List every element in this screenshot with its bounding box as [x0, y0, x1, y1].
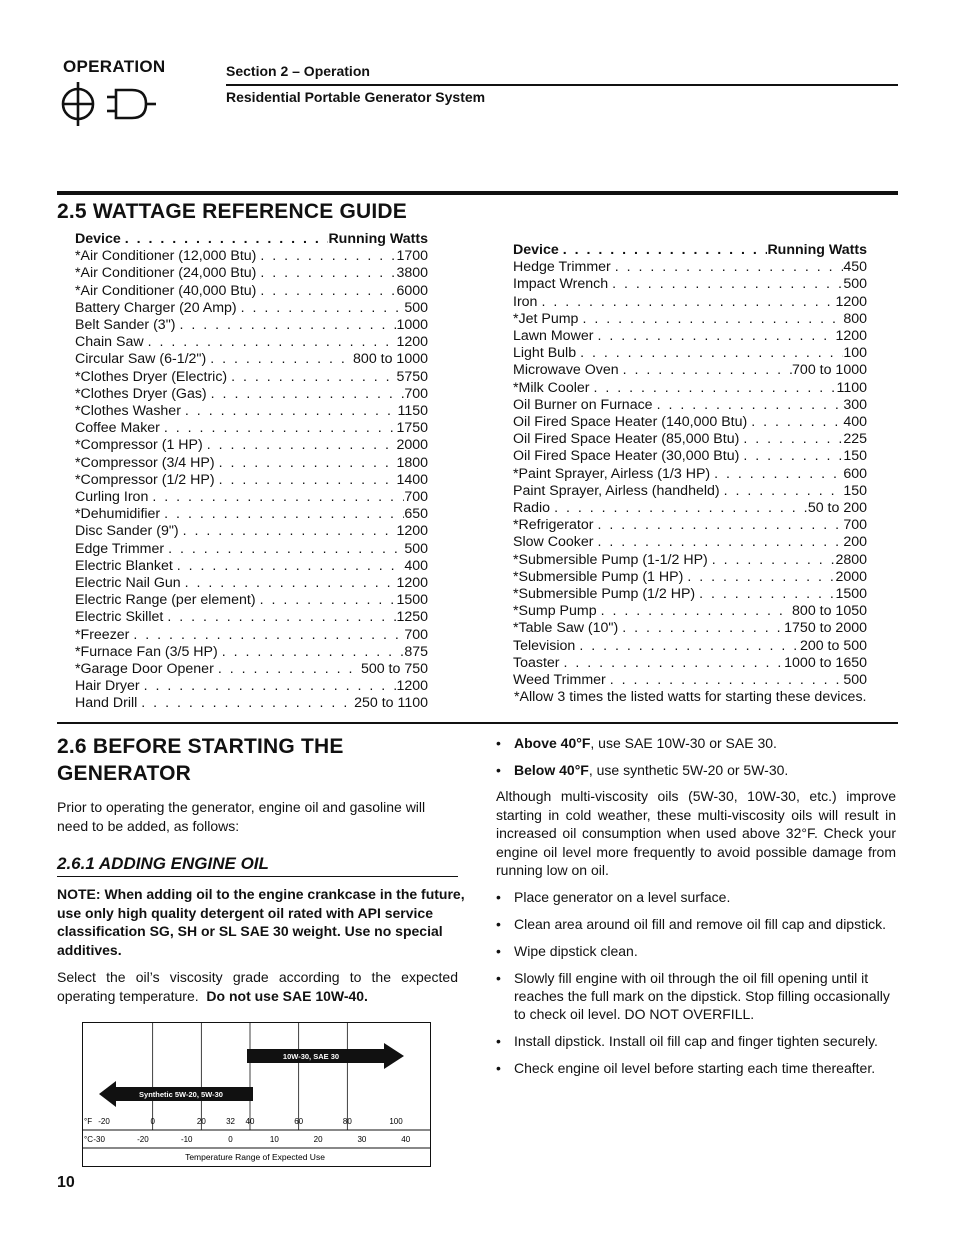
- running-watts: 400: [843, 414, 867, 431]
- running-watts: 700: [404, 385, 428, 402]
- table-row: [513, 276, 867, 293]
- running-watts: 5750: [396, 368, 428, 385]
- running-watts: 250 to 1100: [354, 695, 428, 712]
- manual-subtitle: Residential Portable Generator System: [226, 89, 486, 105]
- running-watts: 1700: [396, 248, 428, 265]
- device-name: Electric Range (per element): [75, 592, 256, 609]
- running-watts: 600: [843, 465, 867, 482]
- table-row: [513, 414, 867, 431]
- running-watts: 800 to 1000: [353, 351, 428, 368]
- column-device: Device: [75, 231, 121, 247]
- oil-note: [57, 885, 465, 959]
- note-line: additives.: [57, 941, 122, 958]
- list-item: [496, 734, 896, 752]
- f-tick-label: 32: [226, 1117, 235, 1126]
- device-name: *Compressor (1/2 HP): [75, 471, 215, 488]
- running-watts: 500: [404, 299, 428, 316]
- running-watts: 700 to 1000: [792, 362, 867, 379]
- table-row: [75, 334, 428, 351]
- below-40-label: Below 40°F: [514, 762, 589, 778]
- oil-range-label: Synthetic 5W-20, 5W-30: [139, 1090, 223, 1099]
- table-row: [513, 672, 867, 689]
- above-40-label: Above 40°F: [514, 735, 591, 751]
- running-watts: 800 to 1050: [792, 603, 867, 620]
- c-tick-label: 30: [357, 1135, 367, 1144]
- device-name: *Refrigerator: [513, 517, 594, 534]
- device-name: Microwave Oven: [513, 362, 619, 379]
- device-name: Hand Drill: [75, 695, 138, 712]
- device-name: *Freezer: [75, 626, 130, 643]
- running-watts: 1200: [396, 523, 428, 540]
- c-tick-label: 10: [269, 1135, 279, 1144]
- list-item: [496, 942, 896, 960]
- oil-fill-steps: [496, 888, 896, 1077]
- bullet: •: [496, 762, 501, 778]
- table-row: [75, 678, 428, 695]
- table-row: [75, 300, 428, 317]
- column-device: Device: [513, 242, 559, 258]
- table-row: [513, 431, 867, 448]
- device-name: *Furnace Fan (3/5 HP): [75, 643, 218, 660]
- table-row: [75, 351, 428, 368]
- table-row: [513, 311, 867, 328]
- device-name: *Compressor (1 HP): [75, 437, 203, 454]
- table-row: [513, 448, 867, 465]
- table-row: [513, 534, 867, 551]
- device-name: Hair Dryer: [75, 678, 140, 695]
- running-watts: 3800: [396, 265, 428, 282]
- running-watts: 150: [843, 448, 867, 465]
- table-row: [75, 661, 428, 678]
- table-row: [513, 259, 867, 276]
- oil-range-label: 10W-30, SAE 30: [282, 1052, 340, 1061]
- table-row: [75, 627, 428, 644]
- table-row: [75, 369, 428, 386]
- device-name: *Clothes Dryer (Electric): [75, 368, 228, 385]
- device-name: Light Bulb: [513, 345, 577, 362]
- bullet: •: [496, 970, 501, 986]
- device-name: Oil Burner on Furnace: [513, 396, 653, 413]
- device-name: Paint Sprayer, Airless (handheld): [513, 482, 720, 499]
- device-name: *Air Conditioner (12,000 Btu): [75, 248, 257, 265]
- table-row: [75, 558, 428, 575]
- running-watts: 2000: [396, 437, 428, 454]
- device-name: Battery Charger (20 Amp): [75, 299, 237, 316]
- device-name: *Paint Sprayer, Airless (1/3 HP): [513, 465, 711, 482]
- device-name: *Submersible Pump (1/2 HP): [513, 586, 696, 603]
- running-watts: 1400: [396, 471, 428, 488]
- page-number: 10: [57, 1174, 75, 1191]
- c-tick-label: 20: [313, 1135, 323, 1144]
- running-watts: 1500: [835, 586, 867, 603]
- running-watts: 1200: [396, 334, 428, 351]
- running-watts: 1100: [836, 379, 867, 396]
- wattage-table-left: [75, 231, 428, 713]
- oil-temperature-chart: [82, 1022, 432, 1168]
- device-name: Disc Sander (9"): [75, 523, 179, 540]
- table-row: [513, 362, 867, 379]
- device-name: *Milk Cooler: [513, 379, 590, 396]
- c-tick-label: -30: [93, 1135, 105, 1144]
- bullet: •: [496, 1033, 501, 1049]
- table-row: [75, 541, 428, 558]
- running-watts: 1500: [396, 592, 428, 609]
- running-watts: 500: [843, 672, 867, 689]
- above-40-text: , use SAE 10W-30 or SAE 30.: [590, 735, 777, 751]
- header-rule: [226, 84, 898, 86]
- table-row: [75, 455, 428, 472]
- device-name: Iron: [513, 293, 538, 310]
- running-watts: 1200: [396, 678, 428, 695]
- device-name: Slow Cooker: [513, 534, 594, 551]
- running-watts: 2000: [835, 568, 867, 585]
- table-row: [75, 437, 428, 454]
- column-running-watts: Running Watts: [767, 242, 867, 258]
- device-name: *Clothes Dryer (Gas): [75, 385, 207, 402]
- below-40-text: , use synthetic 5W-20 or 5W-30.: [588, 762, 789, 778]
- device-name: Television: [513, 637, 576, 654]
- device-name: Toaster: [513, 654, 560, 671]
- oil-grade-list: [496, 734, 896, 779]
- device-name: Circular Saw (6-1/2"): [75, 351, 207, 368]
- device-name: Impact Wrench: [513, 276, 609, 293]
- table-row: [513, 517, 867, 534]
- running-watts: 50 to 200: [807, 500, 867, 517]
- adding-engine-oil-title: 2.6.1 ADDING ENGINE OIL: [57, 854, 269, 873]
- device-name: *Submersible Pump (1-1/2 HP): [513, 551, 708, 568]
- table-row: [513, 328, 867, 345]
- table-row: [75, 283, 428, 300]
- running-watts: 150: [843, 482, 867, 499]
- running-watts: 875: [404, 643, 428, 660]
- wattage-table-right: [513, 242, 867, 706]
- device-name: *Submersible Pump (1 HP): [513, 568, 684, 585]
- bullet: •: [496, 916, 501, 932]
- device-name: Weed Trimmer: [513, 672, 606, 689]
- running-watts: 1150: [397, 403, 428, 420]
- table-row: [513, 294, 867, 311]
- device-name: *Sump Pump: [513, 603, 597, 620]
- bullet: •: [496, 1060, 501, 1076]
- bullet: •: [496, 735, 501, 751]
- running-watts: 1750 to 2000: [784, 620, 867, 637]
- device-name: *Table Saw (10"): [513, 620, 619, 637]
- table-row: [513, 620, 867, 637]
- table-row: [75, 420, 428, 437]
- table-row: [75, 644, 428, 661]
- table-row: [513, 655, 867, 672]
- device-name: Electric Blanket: [75, 557, 173, 574]
- device-name: *Jet Pump: [513, 310, 579, 327]
- running-watts: 200 to 500: [799, 637, 867, 654]
- table-row: [513, 466, 867, 483]
- table-row: [513, 586, 867, 603]
- wattage-footnote: *Allow 3 times the listed watts for starting these devices.: [514, 689, 867, 706]
- device-name: Chain Saw: [75, 334, 144, 351]
- step-text: Slowly fill engine with oil through the oil fill opening until it reaches the full mark on the dipstick. Stop filling occasionally to check oil level. DO NOT OVERFILL.: [514, 970, 890, 1022]
- f-tick-label: 40: [245, 1117, 255, 1126]
- f-tick-label: -20: [98, 1117, 110, 1126]
- table-row: [75, 592, 428, 609]
- running-watts: 700: [404, 489, 428, 506]
- table-row: [513, 500, 867, 517]
- running-watts: 1000 to 1650: [784, 654, 867, 671]
- c-tick-label: -20: [137, 1135, 149, 1144]
- running-watts: 1800: [396, 454, 428, 471]
- device-name: Oil Fired Space Heater (30,000 Btu): [513, 448, 740, 465]
- table-row: [513, 552, 867, 569]
- title-line: GENERATOR: [57, 762, 192, 785]
- running-watts: 700: [843, 517, 867, 534]
- running-watts: 300: [843, 396, 867, 413]
- running-watts: 1200: [396, 575, 428, 592]
- intro-paragraph: Prior to operating the generator, engine oil and gasoline will need to be added, as follows:: [57, 799, 426, 834]
- f-tick-label: 20: [196, 1117, 206, 1126]
- list-item: [496, 915, 896, 933]
- step-text: Check engine oil level before starting each time thereafter.: [514, 1060, 876, 1076]
- step-text: Place generator on a level surface.: [514, 889, 731, 905]
- running-watts: 1200: [835, 293, 867, 310]
- subsection-rule: [57, 876, 458, 877]
- device-name: Electric Nail Gun: [75, 575, 181, 592]
- before-starting-title: [57, 733, 344, 787]
- device-name: Oil Fired Space Heater (85,000 Btu): [513, 431, 740, 448]
- table-row: [75, 472, 428, 489]
- table-row: [513, 638, 867, 655]
- device-name: Curling Iron: [75, 489, 149, 506]
- device-name: Electric Skillet: [75, 609, 164, 626]
- table-row: [513, 603, 867, 620]
- table-row: [513, 380, 867, 397]
- device-name: *Air Conditioner (40,000 Btu): [75, 282, 257, 299]
- list-item: [496, 969, 896, 1023]
- table-row: [75, 575, 428, 592]
- running-watts: 500: [404, 540, 428, 557]
- bullet: •: [496, 889, 501, 905]
- device-name: *Garage Door Opener: [75, 661, 214, 678]
- device-name: Lawn Mower: [513, 328, 594, 345]
- celsius-label: °C: [84, 1135, 93, 1144]
- table-row: [513, 397, 867, 414]
- running-watts: 1000: [396, 317, 428, 334]
- wattage-table-header: [75, 231, 428, 248]
- list-item: [496, 761, 896, 779]
- section-divider: [57, 191, 898, 195]
- step-text: Install dipstick. Install oil fill cap and finger tighten securely.: [514, 1033, 878, 1049]
- fahrenheit-label: °F: [84, 1117, 93, 1126]
- table-row: [513, 345, 867, 362]
- list-item: [496, 888, 896, 906]
- device-name: Hedge Trimmer: [513, 259, 611, 276]
- table-row: [75, 523, 428, 540]
- device-name: Edge Trimmer: [75, 540, 165, 557]
- table-row: [75, 265, 428, 282]
- device-name: *Clothes Washer: [75, 403, 181, 420]
- running-watts: 800: [843, 310, 867, 327]
- running-watts: 650: [404, 506, 428, 523]
- section-label: Section 2 – Operation: [226, 63, 370, 79]
- running-watts: 200: [843, 534, 867, 551]
- running-watts: 1200: [835, 328, 867, 345]
- bullet: •: [496, 943, 501, 959]
- running-watts: 1750: [396, 420, 428, 437]
- viscosity-text: Select the oil’s viscosity grade according to the expected operating temperature.: [57, 969, 458, 1004]
- viscosity-paragraph: [57, 968, 458, 1005]
- device-name: Belt Sander (3"): [75, 317, 176, 334]
- step-text: Clean area around oil fill and remove oil fill cap and dipstick.: [514, 916, 886, 932]
- device-name: Radio: [513, 500, 551, 517]
- generator-plug-icon: [60, 78, 160, 130]
- wattage-guide-title: 2.5 WATTAGE REFERENCE GUIDE: [57, 200, 407, 223]
- device-name: *Compressor (3/4 HP): [75, 454, 215, 471]
- multi-viscosity-paragraph: Although multi-viscosity oils (5W-30, 10W-30, etc.) improve starting in cold weather, these multi-viscosity oils will result in increased oil consumption when used above 32°F. Check your engine oil level more frequently to avoid possible damage from running low on oil.: [496, 788, 896, 878]
- wattage-table-header: [513, 242, 867, 259]
- running-watts: 2800: [835, 551, 867, 568]
- step-text: Wipe dipstick clean.: [514, 943, 638, 959]
- f-tick-label: 100: [389, 1117, 403, 1126]
- section-divider: [57, 722, 898, 724]
- title-line: 2.6 BEFORE STARTING THE: [57, 735, 344, 758]
- device-name: *Dehumidifier: [75, 506, 161, 523]
- column-running-watts: Running Watts: [328, 231, 428, 247]
- running-watts: 450: [843, 259, 867, 276]
- table-row: [75, 609, 428, 626]
- list-item: [496, 1032, 896, 1050]
- table-row: [75, 248, 428, 265]
- note-line: NOTE: When adding oil to the engine crankcase in the future,: [57, 886, 465, 902]
- running-watts: 6000: [396, 282, 428, 299]
- operation-logo-word: OPERATION: [63, 57, 166, 76]
- running-watts: 500 to 750: [360, 661, 428, 678]
- table-row: [513, 483, 867, 500]
- c-tick-label: 0: [228, 1135, 233, 1144]
- device-name: *Air Conditioner (24,000 Btu): [75, 265, 257, 282]
- running-watts: 225: [843, 431, 867, 448]
- running-watts: 400: [404, 557, 428, 574]
- running-watts: 500: [843, 276, 867, 293]
- running-watts: 100: [843, 345, 867, 362]
- note-line: use only high quality detergent oil rated with API service: [57, 904, 434, 921]
- device-name: Coffee Maker: [75, 420, 160, 437]
- table-row: [75, 489, 428, 506]
- list-item: [496, 1059, 896, 1077]
- table-row: [75, 506, 428, 523]
- table-row: [75, 403, 428, 420]
- chart-x-label: Temperature Range of Expected Use: [185, 1152, 325, 1162]
- table-row: [75, 695, 428, 712]
- f-tick-label: 60: [294, 1117, 304, 1126]
- f-tick-label: 80: [342, 1117, 352, 1126]
- running-watts: 1250: [396, 609, 428, 626]
- table-row: [75, 317, 428, 334]
- viscosity-warning: Do not use SAE 10W-40.: [206, 987, 368, 1004]
- table-row: [75, 386, 428, 403]
- f-tick-label: 0: [150, 1117, 155, 1126]
- c-tick-label: -10: [180, 1135, 193, 1144]
- table-row: [513, 569, 867, 586]
- note-line: classification SG, SH or SL SAE 30 weight. Use no special: [57, 923, 443, 939]
- device-name: Oil Fired Space Heater (140,000 Btu): [513, 414, 748, 431]
- running-watts: 700: [404, 626, 428, 643]
- c-tick-label: 40: [401, 1135, 411, 1144]
